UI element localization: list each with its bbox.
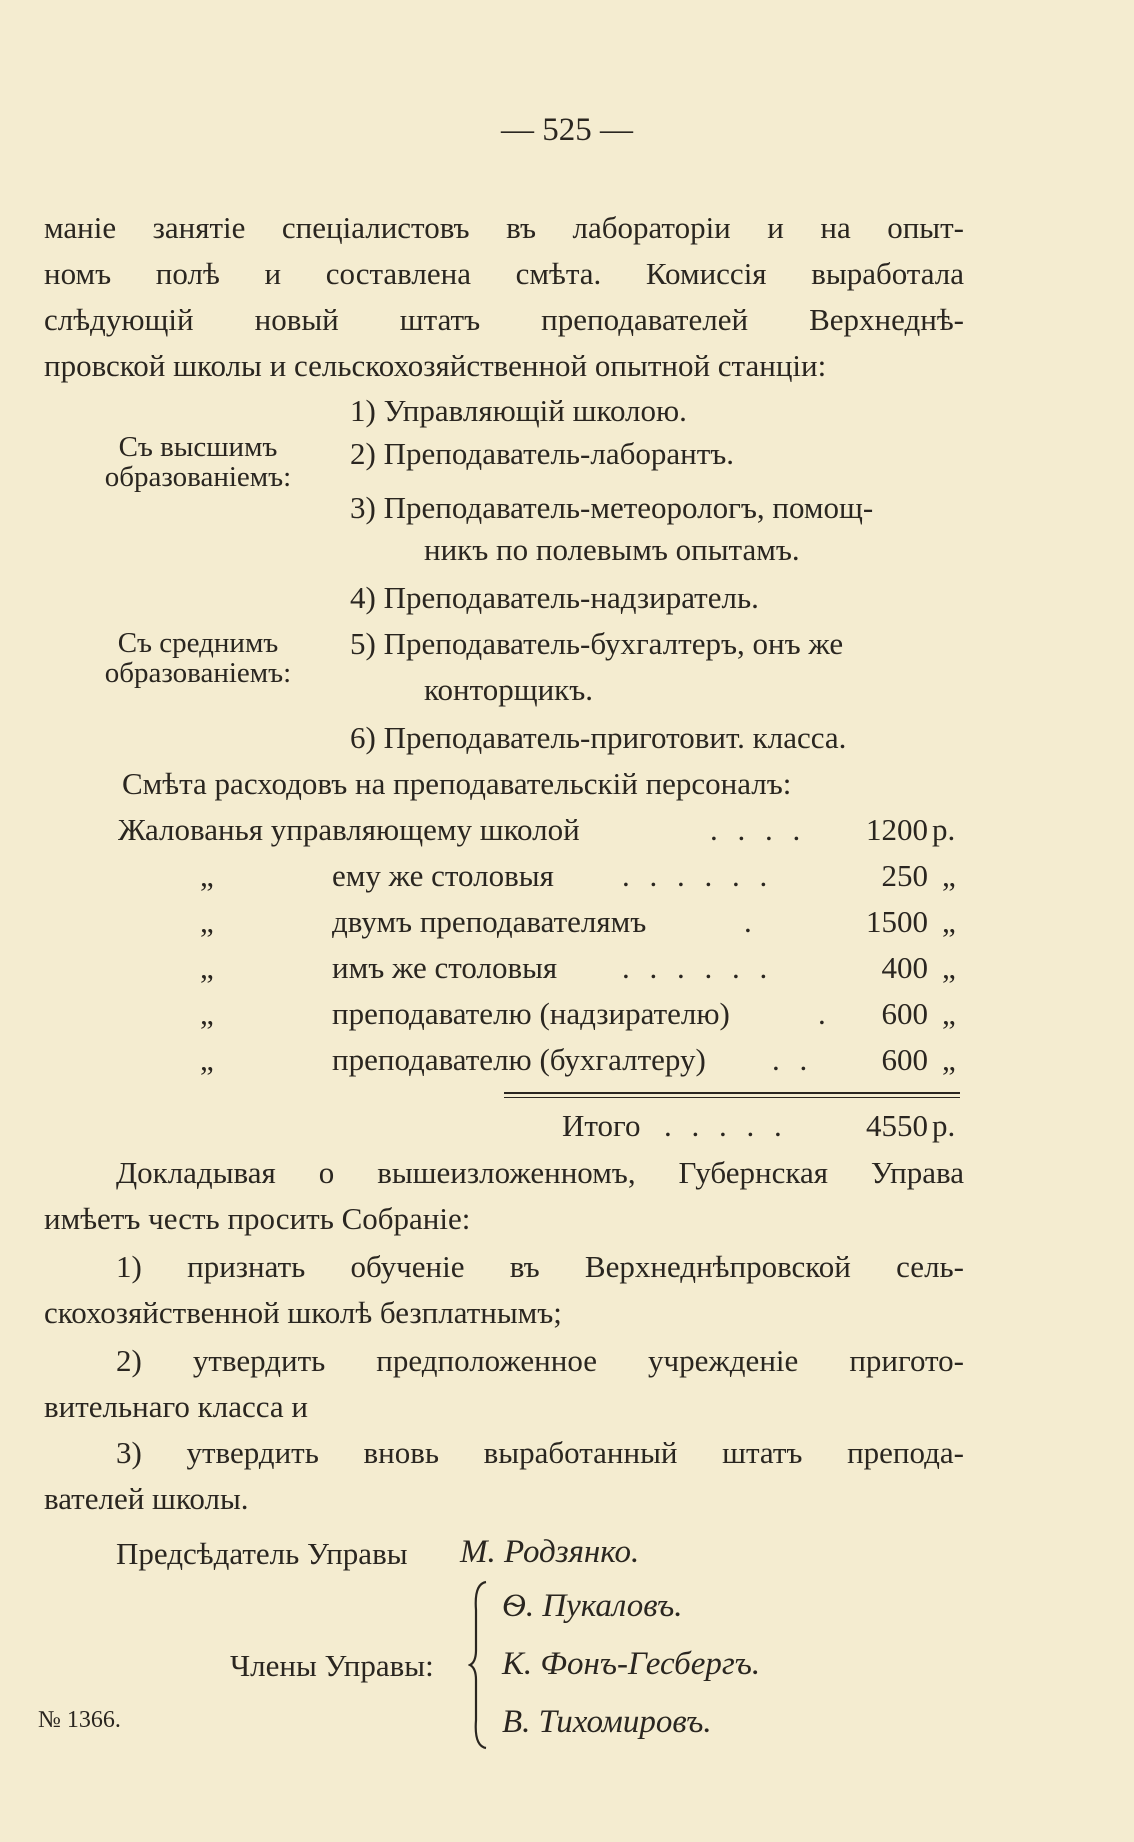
- staff-item: [350, 391, 687, 431]
- budget-row-ditto: „: [200, 1042, 214, 1077]
- budget-first-label: Жалованья управляющему школой: [118, 812, 580, 847]
- budget-row-amount: 1500: [866, 904, 928, 939]
- member-name: К. Фонъ-Гесбергъ.: [502, 1646, 761, 1682]
- budget-row-label: преподавателю (бухгалтеру): [332, 1042, 706, 1077]
- conclusion-line: Докладывая о вышеизложенномъ, Губернская Управа: [116, 1155, 964, 1190]
- brace-icon: [468, 1580, 490, 1750]
- higher-education-label: [78, 432, 318, 492]
- chairman-label: Предсѣдатель Управы: [116, 1536, 408, 1571]
- members-label: Члены Управы:: [230, 1648, 434, 1683]
- budget-row-label: двумъ преподавателямъ: [332, 904, 647, 939]
- page-number: — 525 —: [501, 112, 633, 148]
- staff-item-number: 2): [350, 436, 376, 471]
- budget-row-ditto: „: [200, 996, 214, 1031]
- intro-line: провской школы и сельскохозяйственной опытной станціи:: [44, 348, 827, 383]
- request-line: скохозяйственной школѣ безплатнымъ;: [44, 1295, 562, 1330]
- request-item: [44, 1338, 964, 1430]
- total-rule: [504, 1092, 960, 1098]
- conclusion-line: имѣетъ честь просить Собраніе:: [44, 1201, 471, 1236]
- intro-line: маніе занятіе спеціалистовъ въ лабораторіи и на опыт-: [44, 210, 964, 245]
- staff-item-number: 4): [350, 580, 376, 615]
- label-line: образованіемъ:: [104, 657, 292, 689]
- budget-heading: Смѣта расходовъ на преподавательскій персоналъ:: [122, 766, 792, 801]
- budget-row-amount: 600: [881, 996, 928, 1031]
- intro-paragraph: [44, 205, 964, 389]
- total-label: Итого: [562, 1108, 641, 1143]
- label-line: образованіемъ:: [104, 461, 292, 493]
- staff-item-text: Преподаватель-надзиратель.: [383, 580, 759, 615]
- staff-item-number: 1): [350, 393, 376, 428]
- budget-row-dots: . . . . . .: [622, 950, 774, 985]
- budget-row-dots: .: [818, 996, 832, 1031]
- total-unit: р.: [932, 1108, 956, 1143]
- request-line: вительнаго класса и: [44, 1389, 308, 1424]
- staff-item: [350, 718, 846, 758]
- budget-row-dots: . . . . . .: [622, 858, 774, 893]
- staff-item-continuation: конторщикъ.: [424, 672, 594, 707]
- request-line: 3) утвердить вновь выработанный штатъ препода-: [116, 1435, 964, 1470]
- budget-row-unit: „: [942, 950, 956, 985]
- staff-item: [350, 488, 873, 528]
- budget-row-dots: . .: [772, 1042, 814, 1077]
- staff-item-text: Управляющій школою.: [383, 393, 687, 428]
- staff-item-continuation: никъ по полевымъ опытамъ.: [424, 532, 800, 567]
- staff-item: [350, 434, 734, 474]
- staff-item-number: 5): [350, 626, 376, 661]
- total-amount: 4550: [866, 1108, 928, 1143]
- request-item: [44, 1430, 964, 1522]
- chairman-name: М. Родзянко.: [460, 1534, 640, 1570]
- request-line: 1) признать обученіе въ Верхнеднѣпровской сель-: [116, 1249, 964, 1284]
- label-line: Съ среднимъ: [117, 627, 279, 659]
- staff-item: [350, 578, 759, 618]
- budget-row-amount: 400: [881, 950, 928, 985]
- request-line: вателей школы.: [44, 1481, 249, 1516]
- budget-row-unit: „: [942, 904, 956, 939]
- budget-row-unit: „: [942, 996, 956, 1031]
- staff-item-text: Преподаватель-бухгалтеръ, онъ же: [383, 626, 844, 661]
- staff-item-text: Преподаватель-метеорологъ, помощ-: [383, 490, 874, 525]
- secondary-education-label: [78, 628, 318, 688]
- staff-item-text: Преподаватель-лаборантъ.: [383, 436, 735, 471]
- member-name: В. Тихомировъ.: [502, 1704, 712, 1740]
- budget-row-amount: 1200: [866, 812, 928, 847]
- intro-line: номъ полѣ и составлена смѣта. Комиссія выработала: [44, 256, 964, 291]
- budget-row-amount: 600: [881, 1042, 928, 1077]
- budget-row-unit: „: [942, 1042, 956, 1077]
- budget-row-amount: 250: [881, 858, 928, 893]
- budget-row-ditto: „: [200, 858, 214, 893]
- member-name: Ѳ. Пукаловъ.: [502, 1588, 683, 1624]
- staff-item-text: Преподаватель-приготовит. класса.: [383, 720, 847, 755]
- staff-item: [350, 624, 843, 664]
- intro-line: слѣдующій новый штатъ преподавателей Верхнеднѣ-: [44, 302, 964, 337]
- conclusion-paragraph: [44, 1150, 964, 1242]
- staff-item-number: 6): [350, 720, 376, 755]
- budget-row-dots: .: [744, 904, 758, 939]
- budget-row-dots: . . . .: [710, 812, 807, 847]
- budget-row-label: имъ же столовыя: [332, 950, 558, 985]
- budget-row-label: ему же столовыя: [332, 858, 554, 893]
- total-dots: . . . . .: [664, 1108, 788, 1143]
- label-line: Съ высшимъ: [118, 431, 278, 463]
- request-item: [44, 1244, 964, 1336]
- budget-row-ditto: „: [200, 904, 214, 939]
- request-line: 2) утвердить предположенное учрежденіе пригото-: [116, 1343, 964, 1378]
- document-number: № 1366.: [38, 1707, 121, 1733]
- budget-row-unit: „: [942, 858, 956, 893]
- staff-item-number: 3): [350, 490, 376, 525]
- budget-row-ditto: „: [200, 950, 214, 985]
- budget-row-unit: р.: [932, 812, 956, 847]
- budget-row-label: преподавателю (надзирателю): [332, 996, 730, 1031]
